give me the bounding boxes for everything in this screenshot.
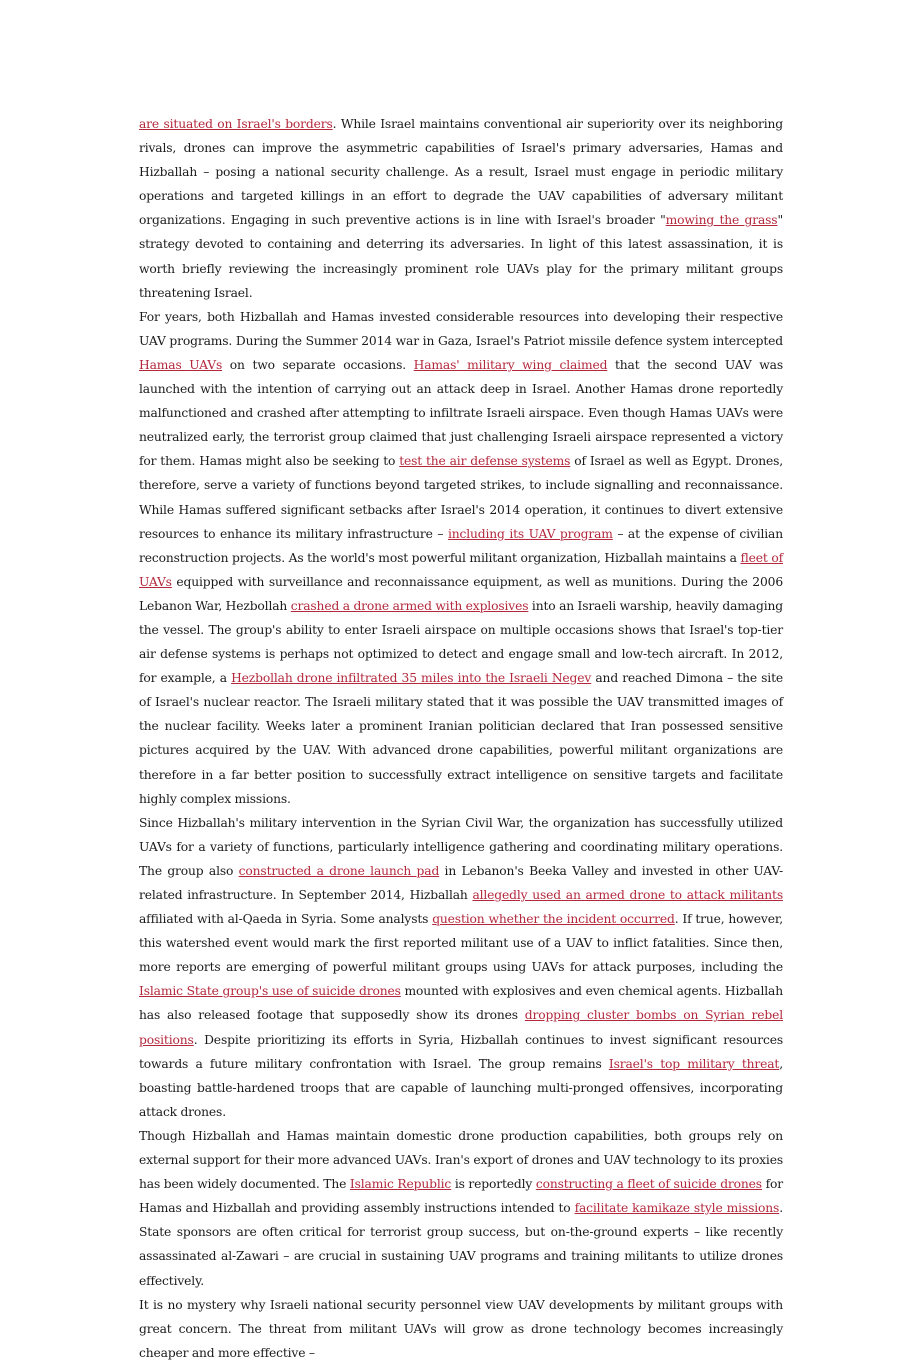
inline-link[interactable]: fleet of UAVs [139, 550, 783, 589]
inline-link[interactable]: constructed a drone launch pad [238, 863, 440, 878]
article-body [139, 112, 783, 1365]
inline-link[interactable]: Hezbollah drone infiltrated 35 miles into the Israeli Negev [231, 671, 592, 686]
inline-link[interactable]: are situated on Israel's borders [139, 117, 333, 131]
text-run: . State sponsors are often critical for terrorist group success, but on-the-ground experts – like recently assassinated al-Zawari – are crucial in sustaining UAV programs and training militants to utilize drones effectively. [139, 1201, 783, 1288]
inline-link[interactable]: mowing the grass [665, 213, 778, 228]
inline-link[interactable]: Hamas' military wing claimed [413, 357, 608, 372]
paragraph [139, 1124, 783, 1293]
inline-link[interactable]: Hamas UAVs [139, 357, 223, 372]
text-run: is reportedly [451, 1177, 536, 1192]
text-run: mounted with explosives and even chemical agents. Hizballah has also released footage that supposedly show its drones [139, 984, 783, 1023]
inline-link[interactable]: including its UAV program [447, 526, 613, 541]
paragraph [139, 112, 783, 305]
text-run: that the second UAV was launched with the intention of carrying out an attack deep in Israel. Another Hamas drone reportedly malfunctioned and crashed after attempting to infiltrate Israeli airspace. Even though Hamas UAVs were neutralized early, the terrorist group claimed that just challenging Israeli airspace represented a victory for them. Hamas might also be seeking to [139, 357, 783, 469]
text-run: Though Hizballah and Hamas maintain domestic drone production capabilities, both groups rely on external support for their more advanced UAVs. Iran's export of drones and UAV technology to its proxies has been widely documented. The [139, 1128, 783, 1192]
inline-link[interactable]: allegedly used an armed drone to attack militants [472, 888, 783, 902]
text-run: It is no mystery why Israeli national security personnel view UAV developments by militant groups with great concern. The threat from militant UAVs will grow as drone technology becomes increasingly cheaper and more effective – [139, 1297, 783, 1360]
text-run: " strategy devoted to containing and deterring its adversaries. In light of this latest assassination, it is worth briefly reviewing the increasingly prominent role UAVs play for the primary militant groups threatening Israel. [139, 213, 783, 300]
text-run: equipped with surveillance and reconnaissance equipment, as well as munitions. During the 2006 Lebanon War, Hezbollah [139, 574, 783, 613]
text-run: , boasting battle-hardened troops that are capable of launching multi-pronged offensives, incorporating attack drones. [139, 1056, 783, 1119]
text-run: affiliated with al-Qaeda in Syria. Some analysts [139, 912, 433, 927]
text-run: into an Israeli warship, heavily damaging the vessel. The group's ability to enter Israeli airspace on multiple occasions shows that Israel's top-tier air defense systems is perhaps not optimized to detect and engage small and low-tech aircraft. In 2012, for example, a [139, 598, 783, 686]
paragraph [139, 811, 783, 1124]
paragraph [139, 1293, 783, 1365]
text-run: Since Hizballah's military intervention in the Syrian Civil War, the organization has successfully utilized UAVs for a variety of functions, particularly intelligence gathering and coordinating military operations. The group also [139, 815, 783, 878]
text-run: . While Israel maintains conventional air superiority over its neighboring rivals, drones can improve the asymmetric capabilities of Israel's primary adversaries, Hamas and Hizballah – posing a national security challenge. As a result, Israel must engage in periodic military operations and targeted killings in an effort to degrade the UAV capabilities of adversary militant organizations. Engaging in such preventive actions is in line with Israel's broader " [139, 117, 783, 228]
inline-link[interactable]: test the air defense systems [399, 454, 571, 469]
inline-link[interactable]: constructing a fleet of suicide drones [535, 1177, 762, 1192]
text-run: on two separate occasions. [222, 357, 414, 372]
text-run: For years, both Hizballah and Hamas invested considerable resources into developing their respective UAV programs. During the Summer 2014 war in Gaza, Israel's Patriot missile defence system intercepted [139, 309, 783, 348]
text-run: – at the expense of civilian reconstruction projects. As the world's most powerful militant organization, Hizballah maintains a [139, 526, 783, 565]
text-run: of Israel as well as Egypt. Drones, therefore, serve a variety of functions beyond targeted strikes, to include signalling and reconnaissance. While Hamas suffered significant setbacks after Israel's 2014 operation, it continues to divert extensive resources to enhance its military infrastructure – [139, 454, 784, 541]
inline-link[interactable]: question whether the incident occurred [432, 912, 675, 927]
text-run: . If true, however, this watershed event would mark the first reported militant use of a UAV to inflict fatalities. Since then, more reports are emerging of powerful militant groups using UAVs for attack purposes, including the [139, 912, 783, 975]
inline-link[interactable]: Israel's top military threat [608, 1056, 780, 1071]
text-run: . Despite prioritizing its efforts in Syria, Hizballah continues to invest significant resources towards a future military confrontation with Israel. The group remains [139, 1032, 783, 1071]
text-run: for Hamas and Hizballah and providing assembly instructions intended to [139, 1177, 783, 1216]
inline-link[interactable]: crashed a drone armed with explosives [290, 598, 529, 613]
inline-link[interactable]: facilitate kamikaze style missions [574, 1201, 780, 1216]
text-run: and reached Dimona – the site of Israel's nuclear reactor. The Israeli military stated that it was possible the UAV transmitted images of the nuclear facility. Weeks later a prominent Iranian politician declared that Iran possessed sensitive pictures acquired by the UAV. With advanced drone capabilities, powerful militant organizations are therefore in a far better position to successfully extract intelligence on sensitive targets and facilitate highly complex missions. [139, 671, 784, 806]
inline-link[interactable]: Islamic State group's use of suicide drones [139, 984, 401, 999]
text-run: in Lebanon's Beeka Valley and invested in other UAV-related infrastructure. In September 2014, Hizballah [139, 863, 783, 902]
paragraph [139, 305, 783, 811]
inline-link[interactable]: Islamic Republic [349, 1177, 452, 1192]
inline-link[interactable]: dropping cluster bombs on Syrian rebel positions [139, 1008, 783, 1047]
